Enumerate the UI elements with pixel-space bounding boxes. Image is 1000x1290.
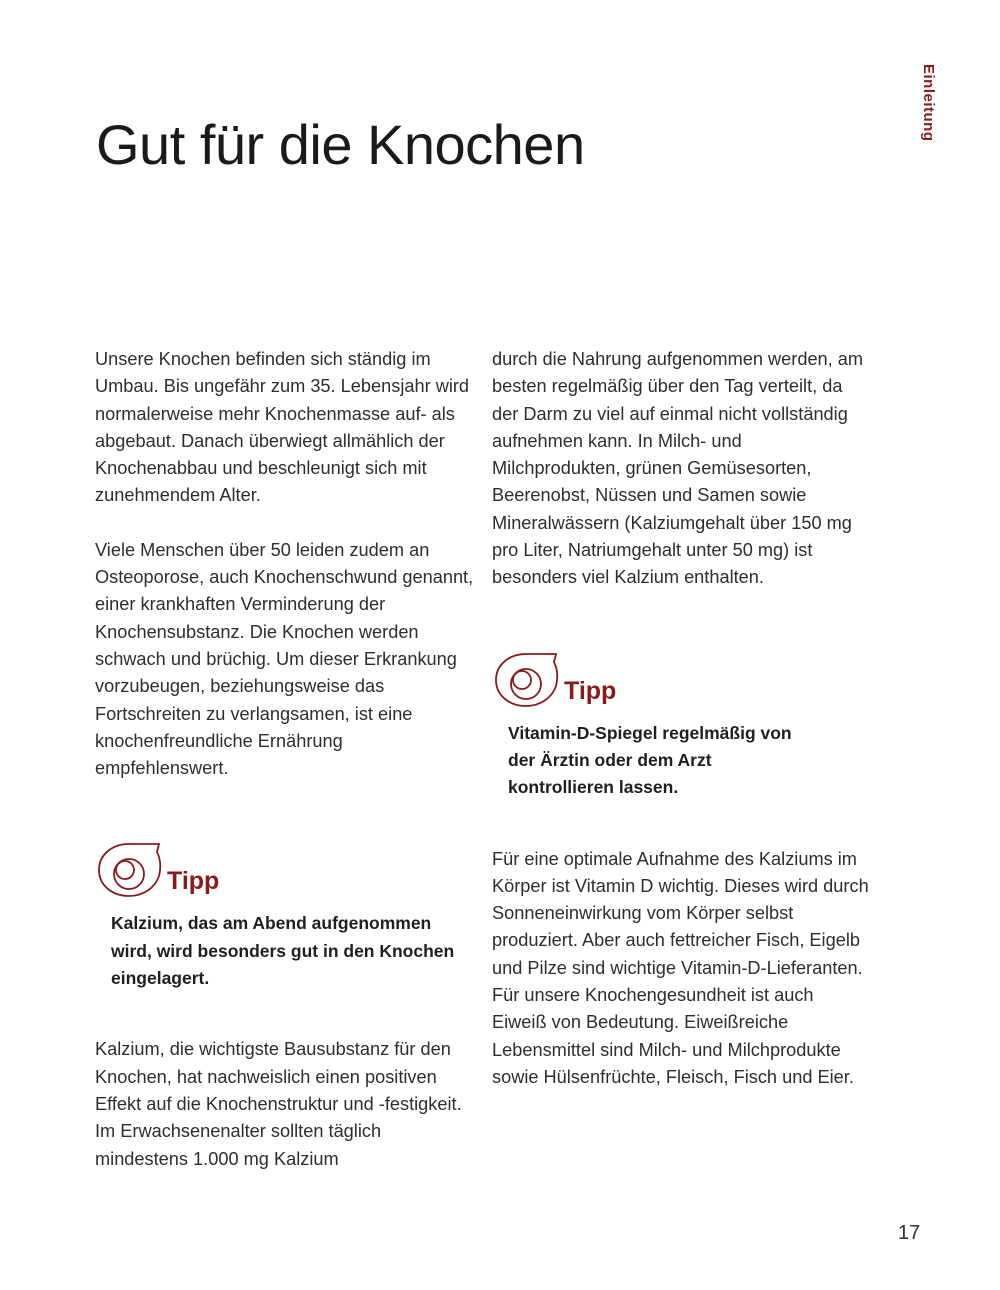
tip-box-right — [492, 646, 872, 802]
tip-box-left — [95, 836, 475, 992]
tip-header — [95, 836, 475, 900]
swirl-tip-icon — [95, 840, 163, 900]
right-column — [492, 346, 872, 1091]
left-paragraph-3: Kalzium, die wichtigste Bausubstanz für den Knochen, hat nachweislich einen positiven Effekt auf die Knochenstruktur und -festigkeit. Im Erwachsenenalter sollten täglich mindestens 1.000 mg Kalzium — [95, 1039, 462, 1169]
tip-text: Vitamin-D-Spiegel regelmäßig von der Ärztin oder dem Arzt kontrollieren lassen. — [508, 722, 792, 798]
page-title: Gut für die Knochen — [96, 113, 585, 176]
tip-title: Tipp — [167, 867, 220, 896]
left-paragraph-2: Viele Menschen über 50 leiden zudem an Osteoporose, auch Knochenschwund genannt, einer krankhaften Verminderung der Knochensubstanz. Die Knochen werden schwach und brüchig. Um dieser Erkrankung vorzubeugen, beziehungsweise das Fortschreiten zu verlangsamen, ist eine knochenfreundliche Ernährung empfehlenswert. — [95, 539, 474, 779]
tip-text: Kalzium, das am Abend aufgenommen wird, wird besonders gut in den Knochen eingelagert. — [111, 913, 455, 989]
right-paragraph-1: durch die Nahrung aufgenommen werden, am besten regelmäßig über den Tag verteilt, da der Darm zu viel auf einmal nicht vollständig aufnehmen kann. In Milch- und Milchprodukten, grünen Gemüsesorten, Beerenobst, Nüssen und Samen sowie Mineralwässern (Kalziumgehalt über 150 mg pro Liter, Natriumgehalt unter 50 mg) ist besonders viel Kalzium enthalten. — [492, 349, 864, 588]
tip-title: Tipp — [564, 676, 617, 705]
page-number: 17 — [898, 1222, 921, 1244]
right-paragraph-2: Für eine optimale Aufnahme des Kalziums im Körper ist Vitamin D wichtig. Dieses wird durch Sonneneinwirkung vom Körper selbst produziert. Aber auch fettreicher Fisch, Eigelb und Pilze sind wichtige Vitamin-D-Lieferanten. Für unsere Knochengesundheit ist auch Eiweiß von Bedeutung. Eiweißreiche Lebensmittel sind Milch- und Milchprodukte sowie Hülsenfrüchte, Fleisch, Fisch und Eier. — [492, 848, 869, 1087]
left-column — [95, 346, 475, 1173]
left-paragraph-1: Unsere Knochen befinden sich ständig im Umbau. Bis ungefähr zum 35. Lebensjahr wird normalerweise mehr Knochenmasse auf- als abgebaut. Danach überwiegt allmählich der Knochenabbau und beschleunigt sich mit zunehmendem Alter. — [95, 349, 470, 506]
section-label: Einleitung — [920, 64, 937, 142]
swirl-tip-icon — [492, 650, 560, 710]
tip-header — [492, 646, 872, 710]
